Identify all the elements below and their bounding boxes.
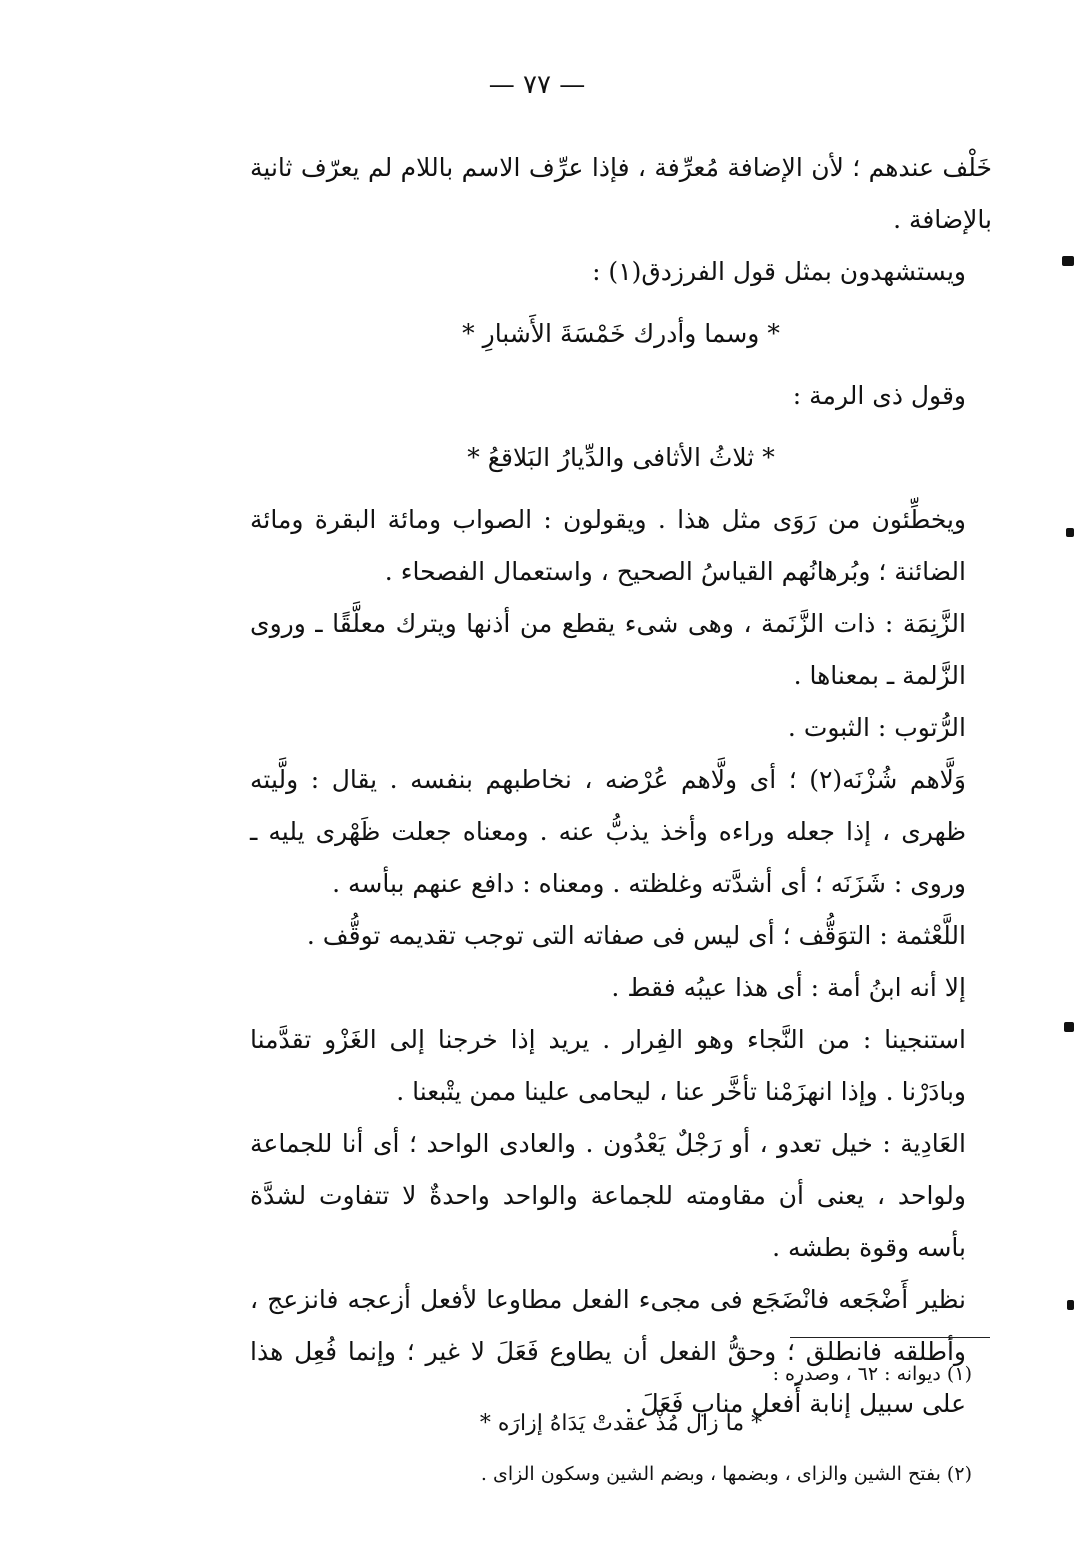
margin-mark (1066, 528, 1074, 537)
verse-line: * ثلاثُ الأثافى والدِّيارُ البَلاقعُ * (467, 443, 775, 472)
margin-mark (1064, 1022, 1074, 1032)
paragraph: ويخطِّئون من رَوَى مثل هذا . ويقولون : الصواب ومائة البقرة ومائة الضائنة ؛ وبُرهانُهم القياسُ الصحيح ، واستعمال الفصحاء . (250, 505, 966, 586)
margin-mark (1062, 256, 1074, 266)
page-number: — ٧٧ — (488, 70, 586, 100)
paragraph: إلا أنه ابنُ أمة : أى هذا عيبُه فقط . (611, 973, 966, 1002)
main-text (250, 142, 992, 1430)
paragraph: وَلَّاهم شُزْنَه(٢) ؛ أى ولَّاهم عُرْضه ، نخاطبهم بنفسه . يقال : ولَّيته ظهرى ، إذا جعله وراءه وأخذ يذبُّ عنه . ومعناه جعلت ظَهْرى يليه ـ وروى : شَزَنَه ؛ أى أشدَّته وغلظته . ومعناه : دافع عنهم ببأسه . (250, 765, 966, 898)
paragraph: الرُّتوب : الثبوت . (787, 713, 966, 742)
footnote: (١) ديوانه : ٦٢ ، وصدره : (772, 1363, 972, 1385)
paragraph: اللَّعْثمة : التوَقُّف ؛ أى ليس فى صفاته التى توجب تقديمه توقُّف . (306, 921, 966, 950)
footnotes (250, 1352, 992, 1496)
verse-line: * وسما وأدرك خَمْسَةَ الأَشبارِ * (462, 319, 780, 348)
paragraph: الزَّنِمَة : ذات الزَّنَمة ، وهى شىء يقطع من أذنها ويترك معلَّقًا ـ وروى الزَّلمة ـ بمعناها . (250, 609, 966, 690)
paragraph: ويستشهدون بمثل قول الفرزدق(١) : (592, 257, 966, 286)
paragraph: نظير أَضْجَعه فانْضَجَع فى مجىء الفعل مطاوعا لأفعل أزعجه فانزعج ، وأطلقه فانطلق ؛ وحقُّ الفعل أن يطاوع فَعَلَ لا غير ؛ وإنما فُعِل هذا على سبيل إنابة أَفعل مناب فَعَلَ . (250, 1285, 966, 1418)
paragraph: وقول ذى الرمة : (792, 381, 966, 410)
paragraph: خَلْف عندهم ؛ لأن الإضافة مُعرِّفة ، فإذا عرِّف الاسم باللام لم يعرّف ثانية بالإضافة . (250, 153, 992, 234)
footnote-verse: * ما زال مُذْ عقدتْ يَدَاهُ إزارَه * (479, 1411, 763, 1436)
footnote: (٢) بفتح الشين والزاى ، وبضمها ، وبضم الشين وسكون الزاى . (480, 1463, 972, 1485)
footnote-divider (790, 1337, 990, 1338)
paragraph: العَادِية : خيل تعدو ، أو رَجْلٌ يَعْدُون . والعادى الواحد ؛ أى أنا للجماعة ولواحد ، يعنى أن مقاومته للجماعة والواحد واحدةٌ لا تتفاوت لشدَّة بأسه وقوة بطشه . (250, 1129, 966, 1262)
margin-mark (1067, 1300, 1074, 1310)
paragraph: استنجينا : من النَّجاء وهو الفِرار . يريد إذا خرجنا إلى الغَزْو تقدَّمنا وبادَرْنا . وإذا انهزَمْنا تأخَّر عنا ، ليحامى علينا ممن يتْبعنا . (250, 1025, 966, 1106)
